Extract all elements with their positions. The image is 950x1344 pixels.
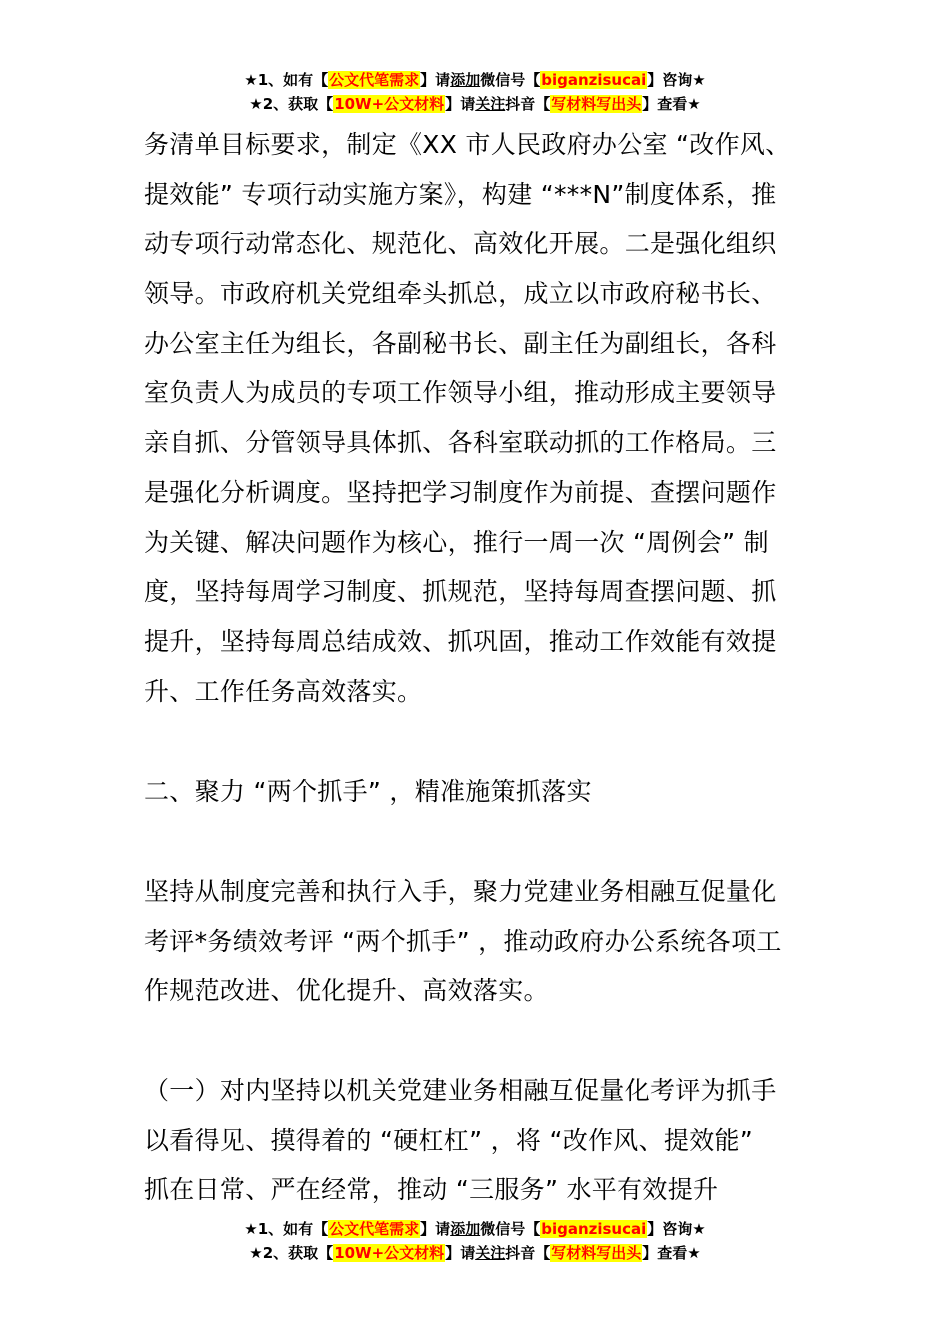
banner-underlined-text: 关注 bbox=[475, 1244, 506, 1262]
banner-text: 】咨询★ bbox=[647, 71, 706, 89]
text-line: 作规范改进、优化提升、高效落实。 bbox=[144, 976, 549, 1006]
text-line: 坚持从制度完善和执行入手，聚力党建业务相融互促量化 bbox=[144, 877, 777, 906]
text-line: （一）对内坚持以机关党建业务相融互促量化考评为抓手 bbox=[144, 1076, 777, 1105]
banner-underlined-text: 添加 bbox=[450, 1220, 481, 1238]
text-line: 提效能” 专项行动实施方案》，构建 “***N”制度体系，推 bbox=[144, 179, 777, 209]
banner-highlight-douyin-id: 写材料写出头 bbox=[551, 95, 642, 113]
banner-line-1 bbox=[0, 1218, 950, 1242]
banner-line-2 bbox=[0, 93, 950, 117]
section-heading bbox=[144, 767, 808, 817]
text-line: 升、工作任务高效落实。 bbox=[144, 676, 423, 706]
banner-text: 】查看★ bbox=[642, 1244, 701, 1262]
banner-text: ★1、如有【 bbox=[244, 1220, 329, 1238]
banner-highlight: 公文代笔需求 bbox=[329, 71, 420, 89]
text-line: 办公室主任为组长，各副秘书长、副主任为副组长，各科 bbox=[144, 328, 777, 358]
paragraph-continuation bbox=[144, 120, 808, 716]
text-line: 提升，坚持每周总结成效、抓巩固，推动工作效能有效提 bbox=[144, 626, 777, 656]
text-line: 为关键、解决问题作为核心，推行一周一次 “周例会” 制 bbox=[144, 527, 769, 557]
banner-underlined-text: 关注 bbox=[475, 95, 506, 113]
header-banner bbox=[0, 69, 950, 117]
text-line: 领导。市政府机关党组牵头抓总，成立以市政府秘书长、 bbox=[144, 279, 777, 309]
banner-line-2 bbox=[0, 1242, 950, 1266]
text-line: 动专项行动常态化、规范化、高效化开展。二是强化组织 bbox=[144, 229, 777, 259]
banner-highlight-douyin-id: 写材料写出头 bbox=[551, 1244, 642, 1262]
paragraph-subsection-1 bbox=[144, 1066, 808, 1215]
banner-highlight: 10W+公文材料 bbox=[334, 95, 445, 113]
banner-text: 微信号【 bbox=[480, 71, 541, 89]
banner-line-1 bbox=[0, 69, 950, 93]
banner-highlight-wechat-id: biganzisucai bbox=[541, 1220, 647, 1238]
banner-text: 】请 bbox=[420, 1220, 451, 1238]
banner-text: 】咨询★ bbox=[647, 1220, 706, 1238]
heading-text: 二、聚力 “两个抓手” ，精准施策抓落实 bbox=[144, 777, 592, 806]
footer-banner bbox=[0, 1218, 950, 1266]
banner-underlined-text: 添加 bbox=[450, 71, 481, 89]
banner-highlight-wechat-id: biganzisucai bbox=[541, 71, 647, 89]
text-line: 度，坚持每周学习制度、抓规范，坚持每周查摆问题、抓 bbox=[144, 577, 777, 607]
banner-text: 】查看★ bbox=[642, 95, 701, 113]
text-line: 抓在日常、严在经常，推动 “三服务” 水平有效提升 bbox=[144, 1175, 719, 1205]
banner-text: 】请 bbox=[420, 71, 451, 89]
text-line: 是强化分析调度。坚持把学习制度作为前提、查摆问题作 bbox=[144, 477, 777, 507]
text-line: 亲自抓、分管领导具体抓、各科室联动抓的工作格局。三 bbox=[144, 428, 777, 458]
banner-text: ★2、获取【 bbox=[249, 95, 334, 113]
banner-text: ★2、获取【 bbox=[249, 1244, 334, 1262]
banner-text: 微信号【 bbox=[480, 1220, 541, 1238]
banner-text: 】请 bbox=[445, 1244, 476, 1262]
text-line: 以看得见、摸得着的 “硬杠杠” ，将 “改作风、提效能” bbox=[144, 1125, 754, 1155]
banner-text: ★1、如有【 bbox=[244, 71, 329, 89]
paragraph-intro bbox=[144, 867, 808, 1016]
text-line: 考评*务绩效考评 “两个抓手” ，推动政府办公系统各项工 bbox=[144, 926, 782, 956]
text-line: 室负责人为成员的专项工作领导小组，推动形成主要领导 bbox=[144, 378, 777, 408]
banner-highlight: 10W+公文材料 bbox=[334, 1244, 445, 1262]
banner-text: 抖音【 bbox=[505, 95, 551, 113]
banner-highlight: 公文代笔需求 bbox=[329, 1220, 420, 1238]
banner-text: 】请 bbox=[445, 95, 476, 113]
text-line: 务清单目标要求，制定《XX 市人民政府办公室 “改作风、 bbox=[144, 130, 791, 159]
banner-text: 抖音【 bbox=[505, 1244, 551, 1262]
